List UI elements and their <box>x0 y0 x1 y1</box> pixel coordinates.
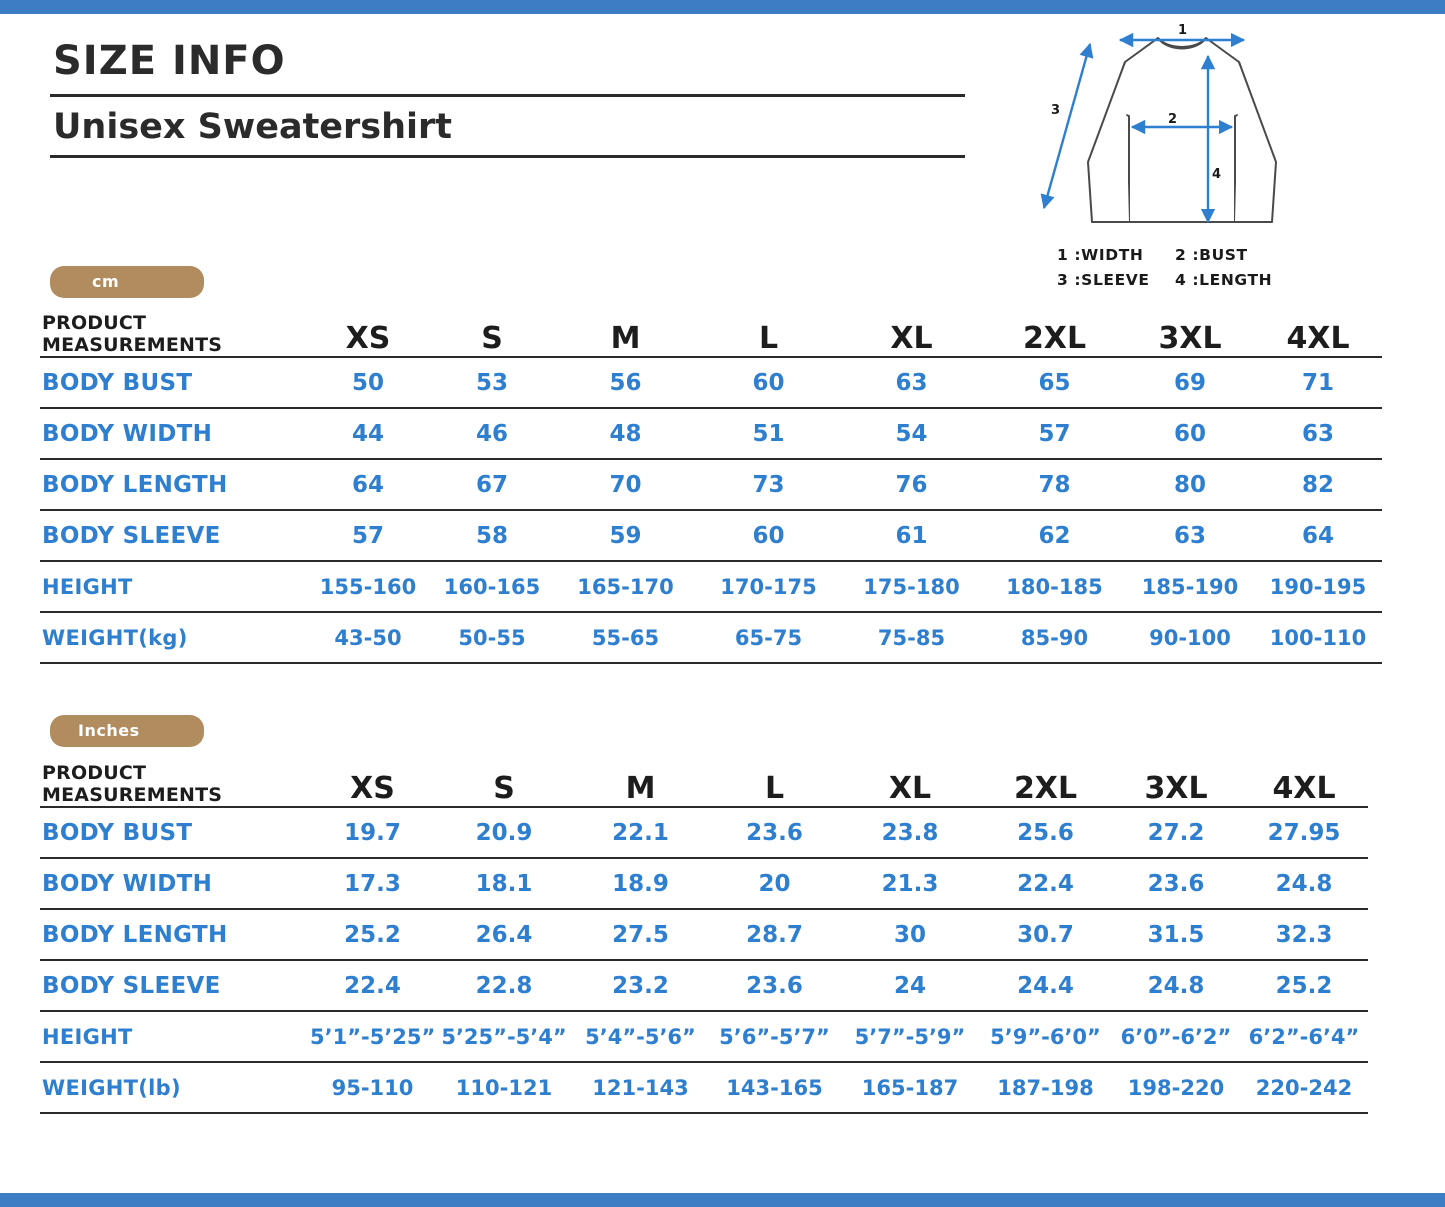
row-label: WEIGHT(lb) <box>40 1062 310 1113</box>
page-header <box>50 38 965 158</box>
cell: 25.2 <box>310 909 435 960</box>
inches-header-xl: XL <box>841 760 979 807</box>
inches-header-l: L <box>708 760 841 807</box>
cell: 23.6 <box>708 807 841 858</box>
cell: 27.95 <box>1240 807 1368 858</box>
cell: 24.8 <box>1112 960 1240 1011</box>
cell: 24.8 <box>1240 858 1368 909</box>
row-label: BODY SLEEVE <box>40 510 306 561</box>
cell: 5’9”-6’0” <box>979 1011 1112 1062</box>
cell: 21.3 <box>841 858 979 909</box>
sleeve-arrow <box>1044 44 1090 208</box>
cell: 6’2”-6’4” <box>1240 1011 1368 1062</box>
cell: 121-143 <box>573 1062 708 1113</box>
cell: 60 <box>697 510 840 561</box>
title-divider-bottom <box>50 155 965 158</box>
cm-header-m: M <box>554 310 697 357</box>
cell: 85-90 <box>983 612 1126 663</box>
legend-row <box>1057 268 1357 293</box>
cell: 43-50 <box>306 612 430 663</box>
cell: 27.5 <box>573 909 708 960</box>
table-row <box>40 510 1382 561</box>
cm-header-4xl: 4XL <box>1254 310 1382 357</box>
inches-size-table <box>40 760 1368 1114</box>
cell: 5’6”-5’7” <box>708 1011 841 1062</box>
table-header-row <box>40 310 1382 357</box>
page-title: SIZE INFO <box>53 38 286 84</box>
cell: 5’25”-5’4” <box>435 1011 573 1062</box>
cm-header-xs: XS <box>306 310 430 357</box>
cell: 30.7 <box>979 909 1112 960</box>
cm-header-2xl: 2XL <box>983 310 1126 357</box>
cell: 58 <box>430 510 554 561</box>
cell: 170-175 <box>697 561 840 612</box>
row-label: BODY WIDTH <box>40 408 306 459</box>
cell: 75-85 <box>840 612 983 663</box>
table-row <box>40 1011 1368 1062</box>
cell: 63 <box>1126 510 1254 561</box>
left-sleeve <box>1088 62 1129 222</box>
cell: 23.8 <box>841 807 979 858</box>
cell: 19.7 <box>310 807 435 858</box>
product-name: Unisex Sweatershirt <box>53 107 453 147</box>
unit-badge-inches: Inches <box>50 715 204 747</box>
cell: 32.3 <box>1240 909 1368 960</box>
inches-header-2xl: 2XL <box>979 760 1112 807</box>
sweatshirt-diagram <box>1030 22 1330 232</box>
cell: 23.6 <box>708 960 841 1011</box>
cell: 5’4”-5’6” <box>573 1011 708 1062</box>
cell: 20.9 <box>435 807 573 858</box>
cell: 6’0”-6’2” <box>1112 1011 1240 1062</box>
cm-header-s: S <box>430 310 554 357</box>
cell: 17.3 <box>310 858 435 909</box>
diagram-label-2: 2 <box>1168 112 1178 127</box>
cell: 82 <box>1254 459 1382 510</box>
diagram-label-4: 4 <box>1212 167 1222 182</box>
legend-sleeve: 3 :SLEEVE <box>1057 271 1150 289</box>
cell: 175-180 <box>840 561 983 612</box>
cell: 51 <box>697 408 840 459</box>
cell: 95-110 <box>310 1062 435 1113</box>
cell: 63 <box>840 357 983 408</box>
cell: 50 <box>306 357 430 408</box>
cell: 59 <box>554 510 697 561</box>
legend-length: 4 :LENGTH <box>1175 271 1273 289</box>
cell: 22.1 <box>573 807 708 858</box>
cell: 165-187 <box>841 1062 979 1113</box>
sweatshirt-diagram-svg <box>1030 22 1330 232</box>
cell: 20 <box>708 858 841 909</box>
cell: 143-165 <box>708 1062 841 1113</box>
cell: 18.9 <box>573 858 708 909</box>
cell: 90-100 <box>1126 612 1254 663</box>
cm-size-table <box>40 310 1382 664</box>
cell: 180-185 <box>983 561 1126 612</box>
cell: 62 <box>983 510 1126 561</box>
cell: 53 <box>430 357 554 408</box>
inches-header-m: M <box>573 760 708 807</box>
table-header-row <box>40 760 1368 807</box>
cell: 76 <box>840 459 983 510</box>
unit-badge-cm: cm <box>50 266 204 298</box>
cell: 65-75 <box>697 612 840 663</box>
table-row <box>40 459 1382 510</box>
cell: 70 <box>554 459 697 510</box>
cm-header-label: PRODUCT MEASUREMENTS <box>40 310 306 357</box>
cell: 30 <box>841 909 979 960</box>
cell: 22.8 <box>435 960 573 1011</box>
cell: 73 <box>697 459 840 510</box>
inches-header-4xl: 4XL <box>1240 760 1368 807</box>
cell: 185-190 <box>1126 561 1254 612</box>
cell: 22.4 <box>979 858 1112 909</box>
diagram-legend <box>1057 243 1357 293</box>
cell: 100-110 <box>1254 612 1382 663</box>
cell: 28.7 <box>708 909 841 960</box>
cell: 190-195 <box>1254 561 1382 612</box>
cell: 26.4 <box>435 909 573 960</box>
cell: 64 <box>306 459 430 510</box>
cell: 56 <box>554 357 697 408</box>
cell: 80 <box>1126 459 1254 510</box>
cell: 61 <box>840 510 983 561</box>
row-label: BODY WIDTH <box>40 858 310 909</box>
cell: 18.1 <box>435 858 573 909</box>
cell: 46 <box>430 408 554 459</box>
row-label: BODY LENGTH <box>40 909 310 960</box>
cell: 57 <box>306 510 430 561</box>
row-label: HEIGHT <box>40 1011 310 1062</box>
row-label: WEIGHT(kg) <box>40 612 306 663</box>
diagram-label-3: 3 <box>1051 103 1061 118</box>
cell: 60 <box>697 357 840 408</box>
bottom-accent-bar <box>0 1193 1445 1207</box>
table-row <box>40 561 1382 612</box>
cell: 54 <box>840 408 983 459</box>
cell: 31.5 <box>1112 909 1240 960</box>
row-label: BODY SLEEVE <box>40 960 310 1011</box>
cell: 71 <box>1254 357 1382 408</box>
table-row <box>40 357 1382 408</box>
table-row <box>40 858 1368 909</box>
cell: 67 <box>430 459 554 510</box>
cell: 27.2 <box>1112 807 1240 858</box>
cell: 57 <box>983 408 1126 459</box>
inches-header-s: S <box>435 760 573 807</box>
cell: 78 <box>983 459 1126 510</box>
title-divider-top <box>50 94 965 97</box>
table-row <box>40 807 1368 858</box>
cell: 64 <box>1254 510 1382 561</box>
top-accent-bar <box>0 0 1445 14</box>
row-label: BODY BUST <box>40 357 306 408</box>
inches-header-label: PRODUCT MEASUREMENTS <box>40 760 310 807</box>
cell: 50-55 <box>430 612 554 663</box>
row-label: BODY BUST <box>40 807 310 858</box>
cell: 65 <box>983 357 1126 408</box>
cell: 220-242 <box>1240 1062 1368 1113</box>
table-row <box>40 909 1368 960</box>
cell: 5’1”-5’25” <box>310 1011 435 1062</box>
legend-bust: 2 :BUST <box>1175 246 1248 264</box>
cell: 44 <box>306 408 430 459</box>
table-row <box>40 1062 1368 1113</box>
cell: 48 <box>554 408 697 459</box>
cell: 63 <box>1254 408 1382 459</box>
legend-row <box>1057 243 1357 268</box>
cell: 187-198 <box>979 1062 1112 1113</box>
row-label: HEIGHT <box>40 561 306 612</box>
cell: 23.2 <box>573 960 708 1011</box>
cell: 160-165 <box>430 561 554 612</box>
right-sleeve <box>1235 62 1276 222</box>
legend-width: 1 :WIDTH <box>1057 246 1144 264</box>
cell: 23.6 <box>1112 858 1240 909</box>
table-row <box>40 960 1368 1011</box>
cell: 155-160 <box>306 561 430 612</box>
cell: 60 <box>1126 408 1254 459</box>
cell: 5’7”-5’9” <box>841 1011 979 1062</box>
cell: 24.4 <box>979 960 1112 1011</box>
cm-header-xl: XL <box>840 310 983 357</box>
cm-header-3xl: 3XL <box>1126 310 1254 357</box>
table-row <box>40 612 1382 663</box>
cell: 69 <box>1126 357 1254 408</box>
diagram-label-1: 1 <box>1178 23 1188 38</box>
cell: 24 <box>841 960 979 1011</box>
cell: 25.6 <box>979 807 1112 858</box>
inches-header-xs: XS <box>310 760 435 807</box>
shirt-outline <box>1109 38 1255 222</box>
cell: 165-170 <box>554 561 697 612</box>
cell: 22.4 <box>310 960 435 1011</box>
table-row <box>40 408 1382 459</box>
cell: 55-65 <box>554 612 697 663</box>
inches-header-3xl: 3XL <box>1112 760 1240 807</box>
cell: 110-121 <box>435 1062 573 1113</box>
row-label: BODY LENGTH <box>40 459 306 510</box>
cell: 198-220 <box>1112 1062 1240 1113</box>
cm-header-l: L <box>697 310 840 357</box>
cell: 25.2 <box>1240 960 1368 1011</box>
